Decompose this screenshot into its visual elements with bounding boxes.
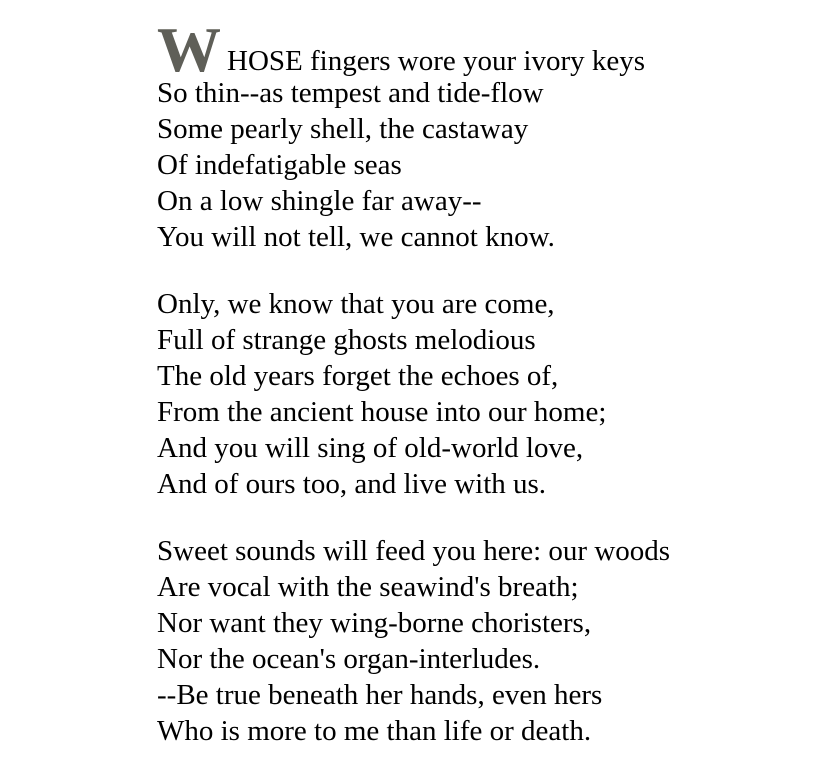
poem-line: The old years forget the echoes of, — [157, 360, 559, 392]
poem-line: You will not tell, we cannot know. — [157, 221, 555, 253]
poem-line: --Be true beneath her hands, even hers — [157, 679, 603, 711]
poem-line: Some pearly shell, the castaway — [157, 113, 529, 145]
poem-line: From the ancient house into our home; — [157, 396, 607, 428]
first-line-text: HOSE fingers wore your ivory keys — [227, 45, 646, 77]
poem-line: Sweet sounds will feed you here: our woods — [157, 535, 671, 567]
stanza-1 — [157, 14, 817, 255]
poem-line: On a low shingle far away-- — [157, 185, 482, 217]
drop-cap: W — [157, 14, 219, 85]
poem-line: And of ours too, and live with us. — [157, 468, 547, 500]
poem-line: Nor the ocean's organ-interludes. — [157, 643, 541, 675]
poem-line: Who is more to me than life or death. — [157, 715, 592, 747]
stanza-3 — [157, 533, 817, 749]
stanza-2 — [157, 286, 817, 502]
poem-line: And you will sing of old-world love, — [157, 432, 584, 464]
poem-line: Only, we know that you are come, — [157, 288, 555, 320]
poem-line: Of indefatigable seas — [157, 149, 402, 181]
poem-line: Nor want they wing-borne choristers, — [157, 607, 592, 639]
first-line — [157, 14, 817, 85]
poem-line: Full of strange ghosts melodious — [157, 324, 536, 356]
poem-line: Are vocal with the seawind's breath; — [157, 571, 579, 603]
poem-line: So thin--as tempest and tide-flow — [157, 77, 544, 109]
poem — [157, 14, 817, 780]
